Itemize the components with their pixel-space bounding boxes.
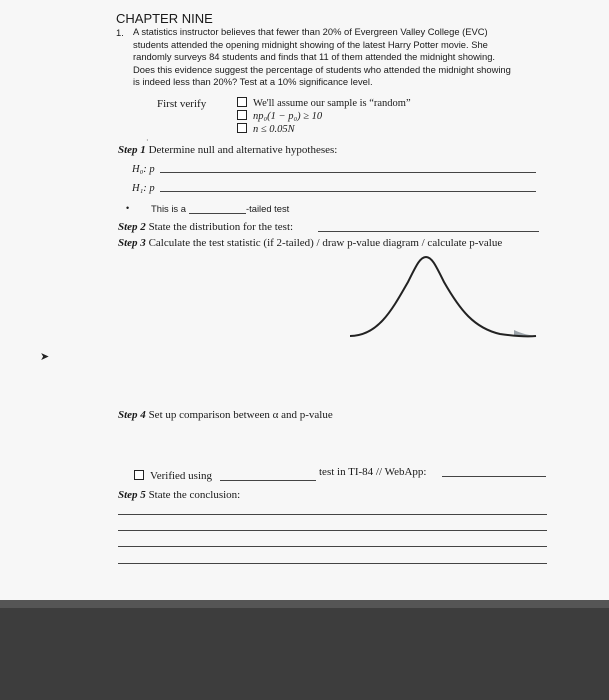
null-hypothesis-label: H₀: p	[132, 164, 155, 175]
verified-using: Verified using	[134, 470, 212, 482]
step5	[118, 489, 240, 501]
problem-line: is indeed less than 20%? Test at a 10% significance level.	[133, 76, 373, 87]
condition-random: We'll assume our sample is “random”	[237, 97, 411, 109]
step4-label: Step 4	[118, 409, 146, 421]
step3	[118, 237, 502, 249]
checkbox[interactable]	[237, 123, 247, 133]
step2	[118, 221, 293, 233]
step1	[118, 144, 337, 156]
step2-label: Step 2	[118, 221, 146, 233]
first-verify-label: First verify	[157, 98, 207, 110]
distribution-blank[interactable]	[318, 231, 539, 232]
tail-prefix: This is a	[151, 203, 186, 214]
page-edge	[0, 600, 609, 608]
condition-population-size: n ≤ 0.05N	[237, 123, 295, 135]
conclusion-line[interactable]	[118, 530, 547, 531]
verified-test-label: test in TI-84 // WebApp:	[319, 466, 427, 478]
step1-label: Step 1	[118, 144, 146, 156]
step3-label: Step 3	[118, 237, 146, 249]
conclusion-line[interactable]	[118, 546, 547, 547]
checkbox[interactable]	[237, 110, 247, 120]
checkbox[interactable]	[134, 470, 144, 480]
problem-text	[133, 26, 553, 89]
conclusion-line[interactable]	[118, 514, 547, 515]
background-area	[0, 608, 609, 700]
chapter-title: CHAPTER NINE	[116, 11, 213, 26]
step5-label: Step 5	[118, 489, 146, 501]
p-value-diagram[interactable]	[350, 252, 540, 347]
checkbox[interactable]	[237, 97, 247, 107]
step5-text: State the conclusion:	[148, 489, 241, 501]
step2-text: State the distribution for the test:	[148, 221, 294, 233]
problem-line: randomly surveys 84 students and finds that 11 of them attended the midnight showing.	[133, 51, 496, 62]
step1-text: Determine null and alternative hypotheses:	[148, 144, 338, 156]
step4	[118, 409, 333, 421]
problem-line: students attended the opening midnight showing of the latest Harry Potter movie. She	[133, 38, 488, 50]
webapp-blank[interactable]	[442, 476, 546, 477]
step4-text: Set up comparison between α and p-value	[148, 409, 333, 421]
bullet: •	[126, 203, 130, 213]
verified-test-blank[interactable]	[220, 480, 316, 481]
tail-blank[interactable]	[189, 213, 246, 214]
alt-hypothesis-label: H₁: p	[132, 183, 155, 194]
alt-hypothesis-blank[interactable]	[160, 191, 536, 192]
pencil-dot: ·	[146, 136, 149, 145]
problem-line: A statistics instructor believes that fewer than 20% of Evergreen Valley College (EVC)	[133, 26, 488, 37]
arrow-mark-icon: ➤	[40, 351, 50, 363]
null-hypothesis-blank[interactable]	[160, 172, 536, 173]
step3-text: Calculate the test statistic (if 2-tailed) / draw p-value diagram / calculate p-value	[148, 237, 503, 249]
normal-curve	[350, 257, 536, 336]
tail-suffix: -tailed test	[246, 203, 290, 214]
problem-line: Does this evidence suggest the percentage of students who attended the midnight showing	[133, 63, 511, 75]
problem-number: 1.	[116, 27, 124, 38]
condition-success-failure: np₀(1 − p₀) ≥ 10	[237, 110, 322, 122]
conclusion-line[interactable]	[118, 563, 547, 564]
